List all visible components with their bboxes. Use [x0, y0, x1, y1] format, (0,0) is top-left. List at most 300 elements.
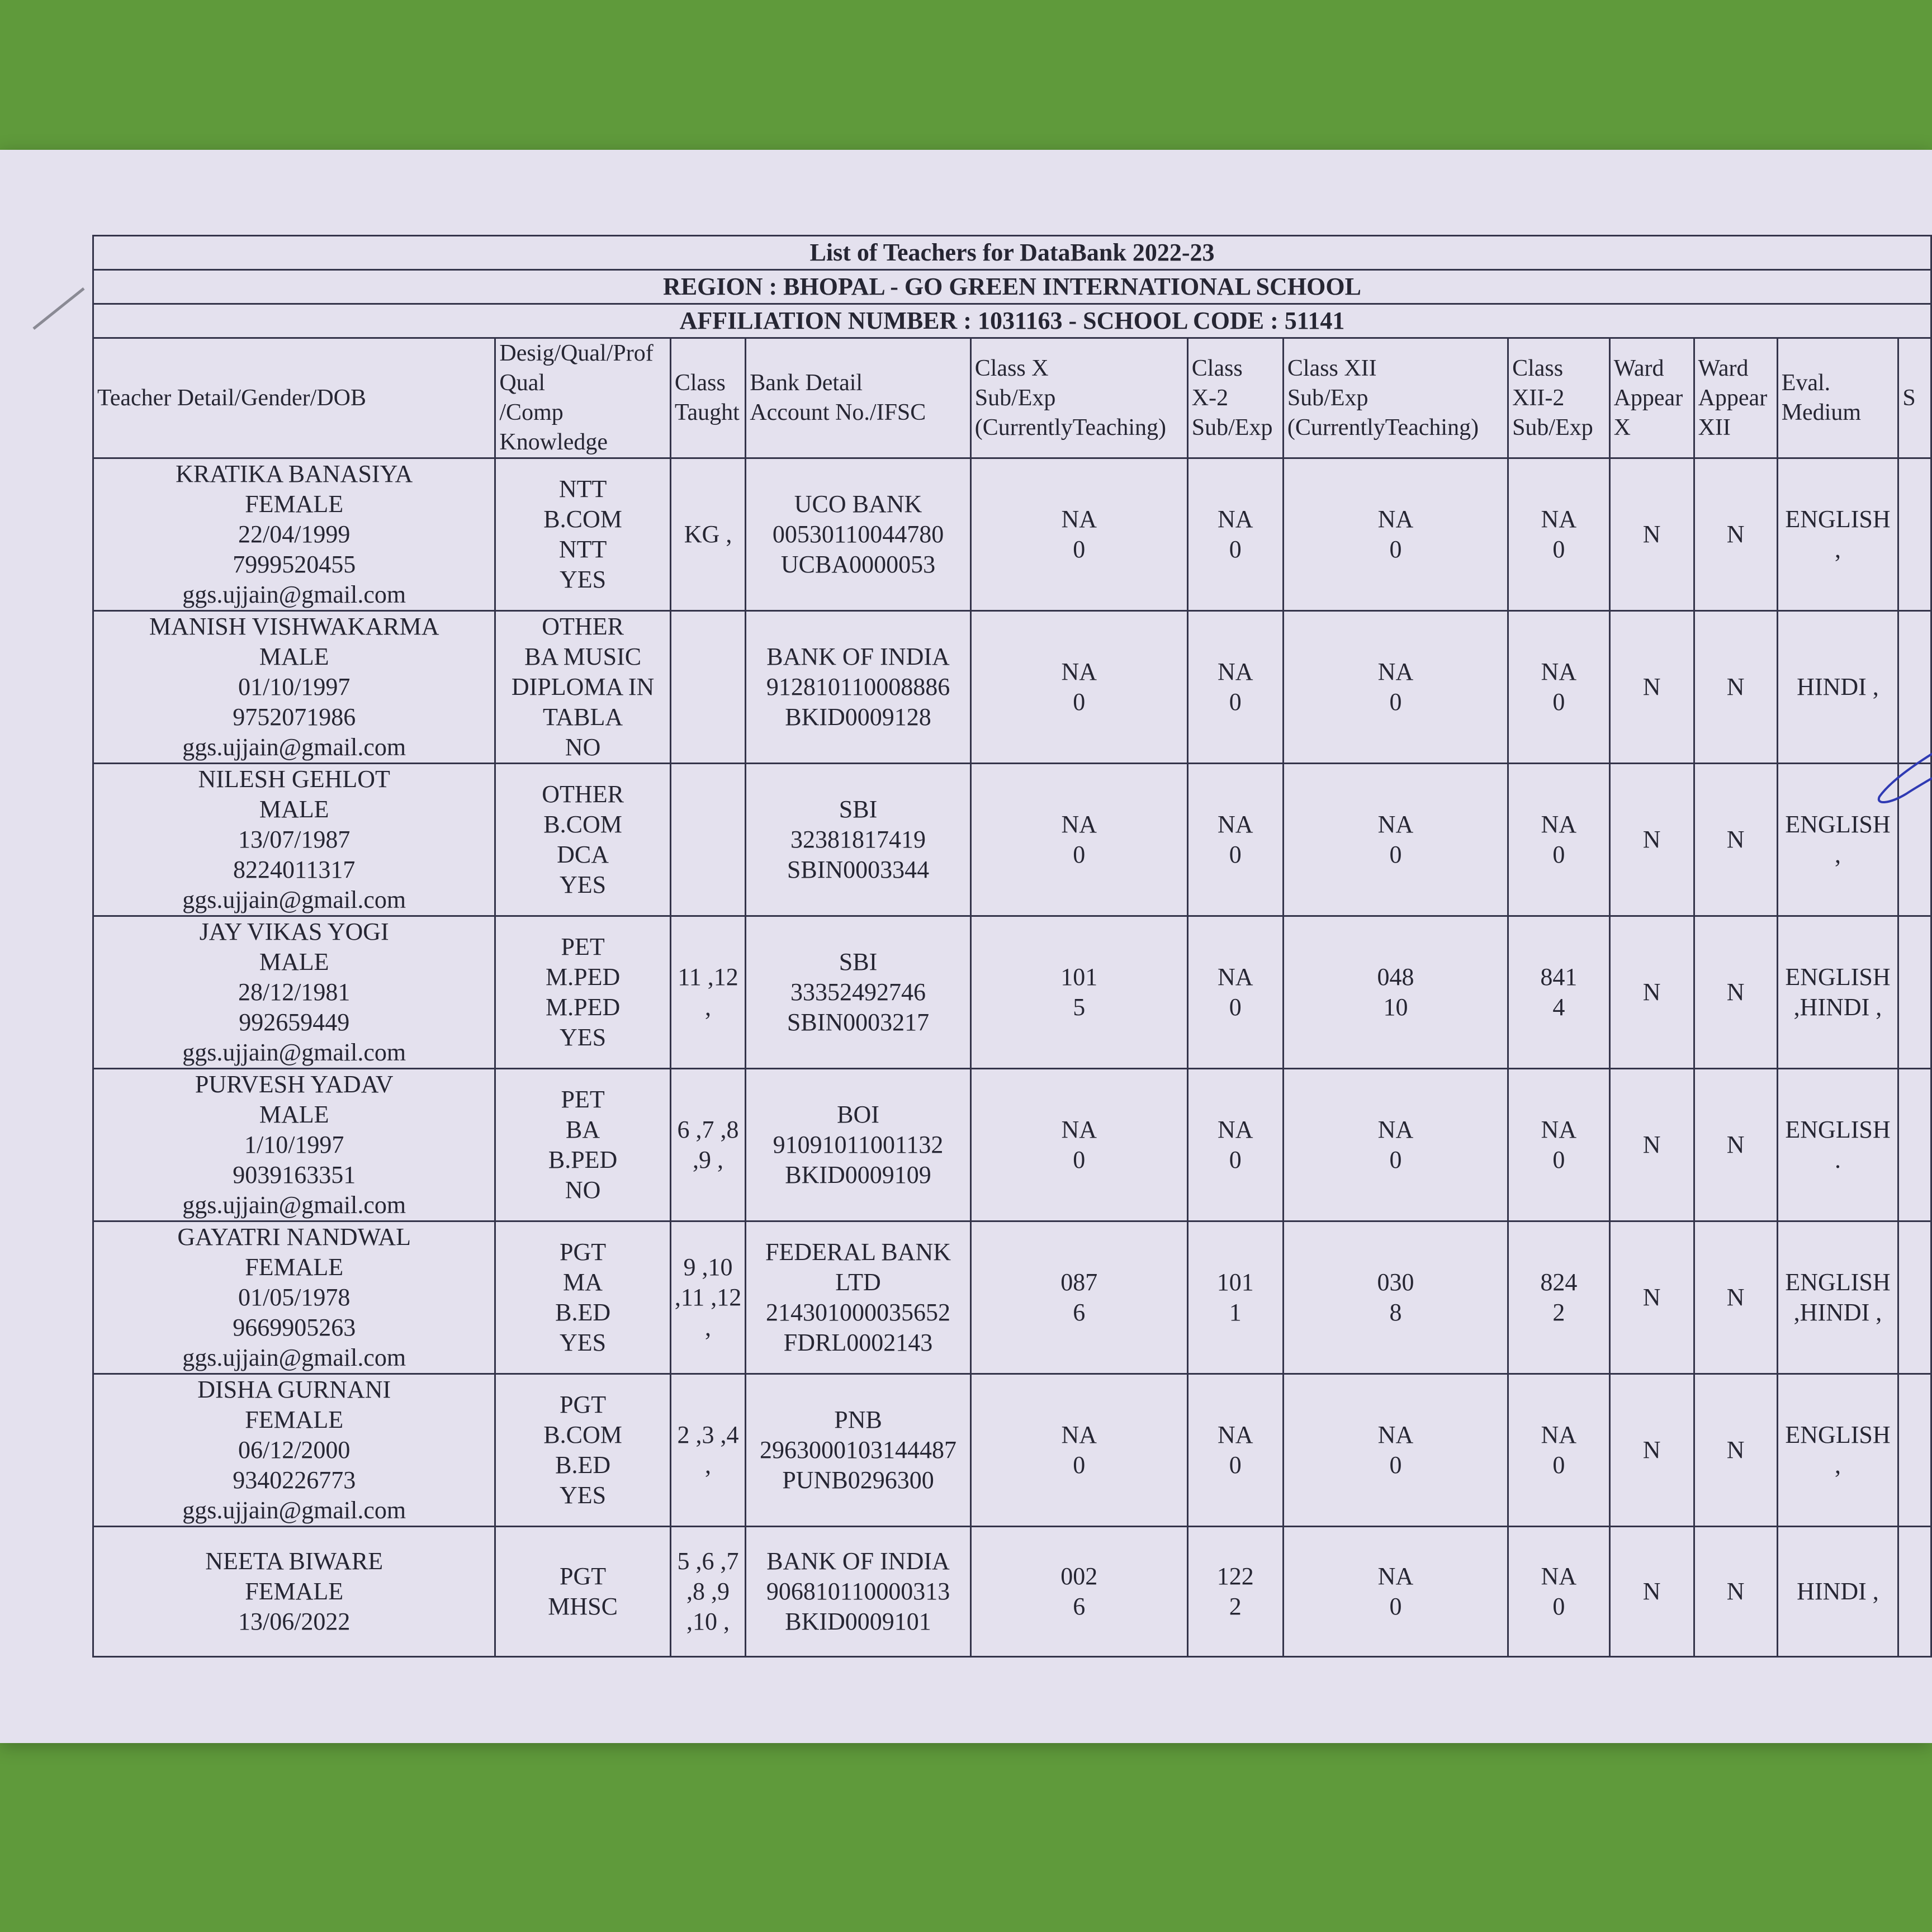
- header-line: X-2: [1191, 385, 1229, 411]
- cell-line: ENGLISH: [1785, 1268, 1891, 1296]
- cell-line: MHSC: [548, 1593, 618, 1620]
- header-line: Bank Detail: [750, 370, 863, 396]
- cell-line: 992659449: [239, 1008, 350, 1036]
- cell-line: 32381817419: [790, 826, 926, 853]
- staple-pin-icon: [28, 284, 89, 334]
- cell-line: NA: [1541, 658, 1577, 685]
- cell-line: NO: [565, 1176, 601, 1204]
- cell-line: NA: [1541, 811, 1577, 838]
- cell-line: 101: [1216, 1268, 1254, 1296]
- teacher-databank-sheet: [92, 235, 1932, 1658]
- cell-class-xii: [1283, 1221, 1508, 1374]
- cell-teacher: [93, 611, 495, 764]
- cell-line: KRATIKA BANASIYA: [176, 460, 413, 487]
- header-line: Ward: [1613, 355, 1664, 381]
- cell-medium: [1777, 611, 1898, 764]
- cell-line: SBI: [839, 948, 878, 976]
- cell-line: ggs.ujjain@gmail.com: [182, 1497, 406, 1524]
- cell-class-x2: [1187, 1374, 1283, 1527]
- cell-teacher: [93, 764, 495, 916]
- header-teacher-detail: [93, 338, 495, 458]
- cell-medium: [1777, 1527, 1898, 1657]
- cell-class-x: [970, 1374, 1187, 1527]
- cell-class-x2: [1187, 1527, 1283, 1657]
- cell-line: 2 ,3 ,4: [677, 1421, 739, 1448]
- cell-extra: [1898, 1221, 1931, 1374]
- cell-ward-x: N: [1609, 1374, 1694, 1527]
- cell-class-x: [970, 764, 1187, 916]
- cell-line: NA: [1541, 1562, 1577, 1590]
- cell-line: NA: [1541, 1421, 1577, 1448]
- cell-line: 2: [1552, 1299, 1565, 1326]
- cell-line: BKID0009109: [785, 1161, 931, 1188]
- cell-line: B.COM: [543, 811, 622, 838]
- cell-teacher: [93, 1374, 495, 1527]
- cell-line: ENGLISH: [1785, 1116, 1891, 1143]
- cell-line: NA: [1377, 658, 1414, 685]
- cell-line: 0: [1073, 841, 1086, 868]
- cell-desig: [495, 1374, 670, 1527]
- cell-class-x: [970, 1527, 1187, 1657]
- cell-line: NA: [1377, 1421, 1414, 1448]
- cell-class-taught: [670, 1374, 745, 1527]
- cell-line: GAYATRI NANDWAL: [177, 1223, 411, 1251]
- cell-line: BKID0009101: [785, 1608, 931, 1635]
- cell-line: 28/12/1981: [238, 978, 351, 1006]
- cell-line: .: [1835, 1146, 1841, 1173]
- cell-line: 7999520455: [233, 551, 356, 578]
- cell-line: PET: [561, 1086, 605, 1113]
- cell-line: NA: [1061, 505, 1097, 533]
- cell-line: YES: [560, 1329, 607, 1356]
- cell-ward-x: N: [1609, 1069, 1694, 1221]
- cell-extra: [1898, 916, 1931, 1069]
- cell-line: M.PED: [545, 963, 621, 991]
- header-class-xii2: [1508, 338, 1610, 458]
- header-extra: [1898, 338, 1931, 458]
- cell-line: 13/06/2022: [238, 1608, 351, 1635]
- cell-line: 06/12/2000: [238, 1436, 351, 1464]
- cell-line: B.ED: [555, 1451, 611, 1479]
- cell-line: NA: [1061, 658, 1097, 685]
- cell-ward-x: N: [1609, 458, 1694, 611]
- cell-class-xii2: [1508, 1527, 1610, 1657]
- cell-class-taught: [670, 916, 745, 1069]
- cell-line: FEMALE: [245, 490, 344, 518]
- cell-line: 9039163351: [233, 1161, 356, 1188]
- cell-line: BA: [566, 1116, 600, 1143]
- cell-class-x: [970, 458, 1187, 611]
- header-class-x: [970, 338, 1187, 458]
- cell-class-xii2: [1508, 1374, 1610, 1527]
- cell-ward-x: N: [1609, 764, 1694, 916]
- cell-line: PNB: [834, 1406, 882, 1433]
- cell-line: YES: [560, 871, 607, 898]
- header-line: X: [1613, 414, 1631, 441]
- cell-class-x2: [1187, 1221, 1283, 1374]
- cell-line: MALE: [259, 1101, 329, 1128]
- cell-line: HINDI ,: [1797, 673, 1879, 700]
- header-line: Sub/Exp: [1512, 414, 1593, 441]
- cell-desig: [495, 1069, 670, 1221]
- cell-class-xii2: [1508, 458, 1610, 611]
- cell-teacher: [93, 1221, 495, 1374]
- cell-line: 6: [1073, 1299, 1086, 1326]
- cell-line: OTHER: [542, 780, 624, 808]
- cell-line: 0: [1229, 1451, 1242, 1479]
- cell-medium: [1777, 458, 1898, 611]
- cell-line: LTD: [835, 1268, 881, 1296]
- ink-mark: [1867, 744, 1932, 811]
- cell-bank: [746, 1069, 970, 1221]
- cell-line: 10: [1383, 993, 1408, 1021]
- cell-line: NA: [1218, 658, 1253, 685]
- cell-teacher: [93, 458, 495, 611]
- header-line: Desig/Qual/Prof: [499, 340, 654, 366]
- cell-line: 0: [1073, 688, 1086, 716]
- cell-line: ,: [1835, 536, 1841, 563]
- cell-bank: [746, 1221, 970, 1374]
- cell-class-xii: [1283, 1069, 1508, 1221]
- cell-line: ENGLISH: [1785, 811, 1891, 838]
- cell-line: 0: [1389, 1593, 1402, 1620]
- cell-line: FEMALE: [245, 1578, 344, 1605]
- cell-class-xii: [1283, 1527, 1508, 1657]
- cell-class-xii: [1283, 764, 1508, 916]
- cell-class-xii: [1283, 611, 1508, 764]
- cell-class-xii: [1283, 916, 1508, 1069]
- cell-ward-xii: N: [1694, 1527, 1777, 1657]
- cell-class-x2: [1187, 458, 1283, 611]
- table-row: [93, 1069, 1931, 1221]
- cell-bank: [746, 1527, 970, 1657]
- cell-line: 11 ,12: [678, 963, 738, 991]
- header-ward-appear-x: [1609, 338, 1694, 458]
- cell-ward-xii: N: [1694, 458, 1777, 611]
- header-line: Class: [1512, 355, 1564, 381]
- cell-line: 824: [1540, 1268, 1578, 1296]
- cell-class-xii2: [1508, 611, 1610, 764]
- cell-line: PGT: [560, 1391, 607, 1418]
- cell-line: 9669905263: [233, 1314, 356, 1341]
- cell-line: 0: [1552, 688, 1565, 716]
- cell-line: 0: [1552, 841, 1565, 868]
- cell-line: BKID0009128: [785, 703, 931, 731]
- cell-line: PGT: [560, 1562, 607, 1590]
- cell-line: ,HINDI ,: [1793, 1299, 1882, 1326]
- cell-line: ,8 ,9: [686, 1578, 730, 1605]
- cell-line: 2: [1229, 1593, 1242, 1620]
- cell-line: 9752071986: [233, 703, 356, 731]
- cell-class-taught: [670, 458, 745, 611]
- cell-line: ,: [705, 1314, 712, 1341]
- cell-line: 0: [1389, 688, 1402, 716]
- cell-medium: [1777, 916, 1898, 1069]
- header-class-xii: [1283, 338, 1508, 458]
- cell-medium: [1777, 1221, 1898, 1374]
- cell-line: YES: [560, 566, 607, 593]
- table-row: [93, 458, 1931, 611]
- cell-class-x2: [1187, 916, 1283, 1069]
- header-line: Medium: [1781, 400, 1862, 425]
- cell-line: ,HINDI ,: [1793, 993, 1882, 1021]
- cell-line: NA: [1377, 811, 1414, 838]
- teacher-table: [92, 235, 1932, 1658]
- cell-line: NA: [1061, 811, 1097, 838]
- cell-line: ggs.ujjain@gmail.com: [182, 1039, 406, 1066]
- cell-line: B.ED: [555, 1299, 611, 1326]
- cell-line: 0: [1389, 1146, 1402, 1173]
- cell-line: 841: [1540, 963, 1578, 991]
- cell-line: UCBA0000053: [780, 551, 936, 578]
- cell-line: 0: [1389, 1451, 1402, 1479]
- cell-line: 6 ,7 ,8: [677, 1116, 739, 1143]
- cell-line: 91091011001132: [773, 1131, 944, 1158]
- cell-line: NA: [1541, 1116, 1577, 1143]
- cell-line: NA: [1061, 1116, 1097, 1143]
- cell-line: ggs.ujjain@gmail.com: [182, 581, 406, 608]
- table-row: [93, 1221, 1931, 1374]
- cell-line: ,: [1835, 1451, 1841, 1479]
- header-line: Qual: [499, 370, 546, 396]
- cell-line: HINDI ,: [1797, 1578, 1879, 1605]
- header-bank-detail: [746, 338, 970, 458]
- cell-medium: [1777, 1374, 1898, 1527]
- column-header-row: [93, 338, 1931, 458]
- cell-line: 087: [1060, 1268, 1098, 1296]
- cell-line: KG ,: [684, 520, 732, 548]
- cell-line: DIPLOMA IN: [511, 673, 655, 700]
- region-line: REGION : BHOPAL - GO GREEN INTERNATIONAL SCHOOL: [93, 270, 1931, 304]
- cell-line: 9 ,10: [683, 1253, 733, 1281]
- cell-line: FEMALE: [245, 1253, 344, 1281]
- cell-ward-x: N: [1609, 1527, 1694, 1657]
- cell-line: 4: [1552, 993, 1565, 1021]
- cell-line: 048: [1377, 963, 1414, 991]
- cell-line: ,10 ,: [686, 1608, 730, 1635]
- cell-class-x: [970, 611, 1187, 764]
- cell-class-x2: [1187, 1069, 1283, 1221]
- cell-line: OTHER: [542, 613, 624, 640]
- header-line: XII-2: [1512, 385, 1565, 411]
- header-line: Sub/Exp: [1287, 385, 1368, 411]
- cell-line: 030: [1377, 1268, 1414, 1296]
- cell-line: NA: [1061, 1421, 1097, 1448]
- cell-class-taught: [670, 611, 745, 764]
- cell-line: NA: [1218, 963, 1253, 991]
- cell-bank: [746, 764, 970, 916]
- cell-line: 122: [1216, 1562, 1254, 1590]
- cell-line: B.COM: [543, 505, 622, 533]
- cell-ward-xii: N: [1694, 1221, 1777, 1374]
- cell-line: ggs.ujjain@gmail.com: [182, 1344, 406, 1371]
- cell-line: NEETA BIWARE: [205, 1547, 383, 1575]
- cell-bank: [746, 916, 970, 1069]
- cell-bank: [746, 458, 970, 611]
- cell-line: 002: [1060, 1562, 1098, 1590]
- table-row: [93, 916, 1931, 1069]
- cell-class-taught: [670, 1069, 745, 1221]
- cell-teacher: [93, 1527, 495, 1657]
- cell-ward-xii: N: [1694, 916, 1777, 1069]
- cell-line: 22/04/1999: [238, 520, 351, 548]
- cell-line: 912810110008886: [766, 673, 950, 700]
- header-line: Taught: [674, 400, 740, 425]
- cell-line: 0: [1552, 1146, 1565, 1173]
- cell-ward-x: N: [1609, 611, 1694, 764]
- cell-line: PUNB0296300: [782, 1466, 934, 1494]
- cell-line: 0: [1552, 1593, 1565, 1620]
- cell-line: B.PED: [548, 1146, 618, 1173]
- cell-ward-x: N: [1609, 1221, 1694, 1374]
- cell-desig: [495, 458, 670, 611]
- cell-desig: [495, 611, 670, 764]
- cell-class-x2: [1187, 611, 1283, 764]
- cell-line: 0: [1389, 841, 1402, 868]
- cell-line: NA: [1218, 1116, 1253, 1143]
- cell-class-xii: [1283, 1374, 1508, 1527]
- cell-line: ggs.ujjain@gmail.com: [182, 1191, 406, 1219]
- cell-teacher: [93, 1069, 495, 1221]
- cell-line: TABLA: [543, 703, 623, 731]
- cell-bank: [746, 1374, 970, 1527]
- cell-line: BOI: [837, 1101, 879, 1128]
- cell-line: UCO BANK: [794, 490, 922, 518]
- cell-line: 906810110000313: [766, 1578, 950, 1605]
- header-line: Class: [674, 370, 726, 396]
- cell-extra: [1898, 1069, 1931, 1221]
- cell-line: NA: [1377, 1562, 1414, 1590]
- document-title: List of Teachers for DataBank 2022-23: [93, 236, 1931, 270]
- header-line: Teacher Detail/Gender/DOB: [97, 385, 367, 411]
- cell-line: ,9 ,: [693, 1146, 724, 1173]
- cell-line: NA: [1541, 505, 1577, 533]
- cell-extra: [1898, 1374, 1931, 1527]
- cell-line: 01/10/1997: [238, 673, 351, 700]
- cell-line: 2963000103144487: [760, 1436, 957, 1464]
- header-line: Class: [1191, 355, 1243, 381]
- cell-line: PGT: [560, 1238, 607, 1266]
- cell-line: B.COM: [543, 1421, 622, 1448]
- cell-line: SBIN0003217: [787, 1008, 930, 1036]
- header-line: Class XII: [1287, 355, 1377, 381]
- cell-line: BA MUSIC: [524, 643, 642, 670]
- header-line: S: [1902, 385, 1916, 411]
- header-line: Class X: [974, 355, 1049, 381]
- cell-line: ENGLISH: [1785, 505, 1891, 533]
- cell-desig: [495, 1221, 670, 1374]
- cell-line: SBIN0003344: [787, 856, 930, 883]
- cell-line: FDRL0002143: [783, 1329, 933, 1356]
- cell-line: 0: [1229, 688, 1242, 716]
- cell-class-xii: [1283, 458, 1508, 611]
- cell-line: 1/10/1997: [244, 1131, 344, 1158]
- cell-class-x: [970, 1069, 1187, 1221]
- header-line: XII: [1698, 414, 1731, 441]
- cell-line: 5 ,6 ,7: [677, 1547, 739, 1575]
- cell-line: ggs.ujjain@gmail.com: [182, 886, 406, 913]
- cell-desig: [495, 764, 670, 916]
- header-line: Appear: [1613, 385, 1683, 411]
- cell-class-x: [970, 1221, 1187, 1374]
- cell-line: 0: [1073, 536, 1086, 563]
- cell-extra: [1898, 611, 1931, 764]
- cell-line: NO: [565, 733, 601, 761]
- cell-line: 0: [1229, 841, 1242, 868]
- cell-line: DCA: [557, 841, 609, 868]
- cell-line: ,: [705, 993, 712, 1021]
- cell-line: SBI: [839, 795, 878, 823]
- cell-line: 0: [1073, 1146, 1086, 1173]
- cell-line: NA: [1218, 505, 1253, 533]
- cell-line: MANISH VISHWAKARMA: [149, 613, 439, 640]
- header-line: Knowledge: [499, 429, 608, 455]
- cell-desig: [495, 1527, 670, 1657]
- cell-line: YES: [560, 1481, 607, 1509]
- header-line: (CurrentlyTeaching): [1287, 414, 1479, 441]
- cell-line: YES: [560, 1024, 607, 1051]
- cell-desig: [495, 916, 670, 1069]
- cell-line: 8224011317: [233, 856, 356, 883]
- table-row: [93, 1527, 1931, 1657]
- cell-line: NILESH GEHLOT: [198, 765, 390, 793]
- cell-class-taught: [670, 764, 745, 916]
- cell-line: 13/07/1987: [238, 826, 351, 853]
- cell-line: M.PED: [545, 993, 621, 1021]
- cell-line: MA: [563, 1268, 603, 1296]
- cell-line: 0: [1552, 536, 1565, 563]
- cell-line: MALE: [259, 948, 329, 976]
- cell-line: 0: [1229, 536, 1242, 563]
- cell-line: 0: [1229, 1146, 1242, 1173]
- cell-extra: [1898, 1527, 1931, 1657]
- cell-line: FEMALE: [245, 1406, 344, 1433]
- cell-line: 0: [1073, 1451, 1086, 1479]
- cell-line: ENGLISH: [1785, 1421, 1891, 1448]
- cell-class-xii2: [1508, 916, 1610, 1069]
- cell-line: JAY VIKAS YOGI: [199, 918, 389, 945]
- cell-line: 9340226773: [233, 1466, 356, 1494]
- header-line: Ward: [1698, 355, 1749, 381]
- header-class-taught: [670, 338, 745, 458]
- cell-line: NA: [1377, 1116, 1414, 1143]
- cell-line: ENGLISH: [1785, 963, 1891, 991]
- cell-line: BANK OF INDIA: [766, 643, 950, 670]
- cell-class-x: [970, 916, 1187, 1069]
- cell-class-x2: [1187, 764, 1283, 916]
- header-desig-qual: [495, 338, 670, 458]
- cell-line: NTT: [558, 536, 607, 563]
- cell-extra: [1898, 458, 1931, 611]
- cell-line: 8: [1389, 1299, 1402, 1326]
- header-line: Appear: [1698, 385, 1768, 411]
- cell-ward-xii: N: [1694, 1374, 1777, 1527]
- cell-ward-xii: N: [1694, 1069, 1777, 1221]
- cell-ward-xii: N: [1694, 611, 1777, 764]
- cell-line: 0: [1229, 993, 1242, 1021]
- cell-line: ,: [1835, 841, 1841, 868]
- cell-line: ggs.ujjain@gmail.com: [182, 733, 406, 761]
- header-ward-appear-xii: [1694, 338, 1777, 458]
- cell-line: 00530110044780: [772, 520, 944, 548]
- cell-line: 33352492746: [790, 978, 926, 1006]
- header-line: (CurrentlyTeaching): [974, 414, 1167, 441]
- header-line: Sub/Exp: [1191, 414, 1273, 441]
- cell-line: ,: [705, 1451, 712, 1479]
- cell-line: NA: [1218, 1421, 1253, 1448]
- header-eval-medium: [1777, 338, 1898, 458]
- cell-teacher: [93, 916, 495, 1069]
